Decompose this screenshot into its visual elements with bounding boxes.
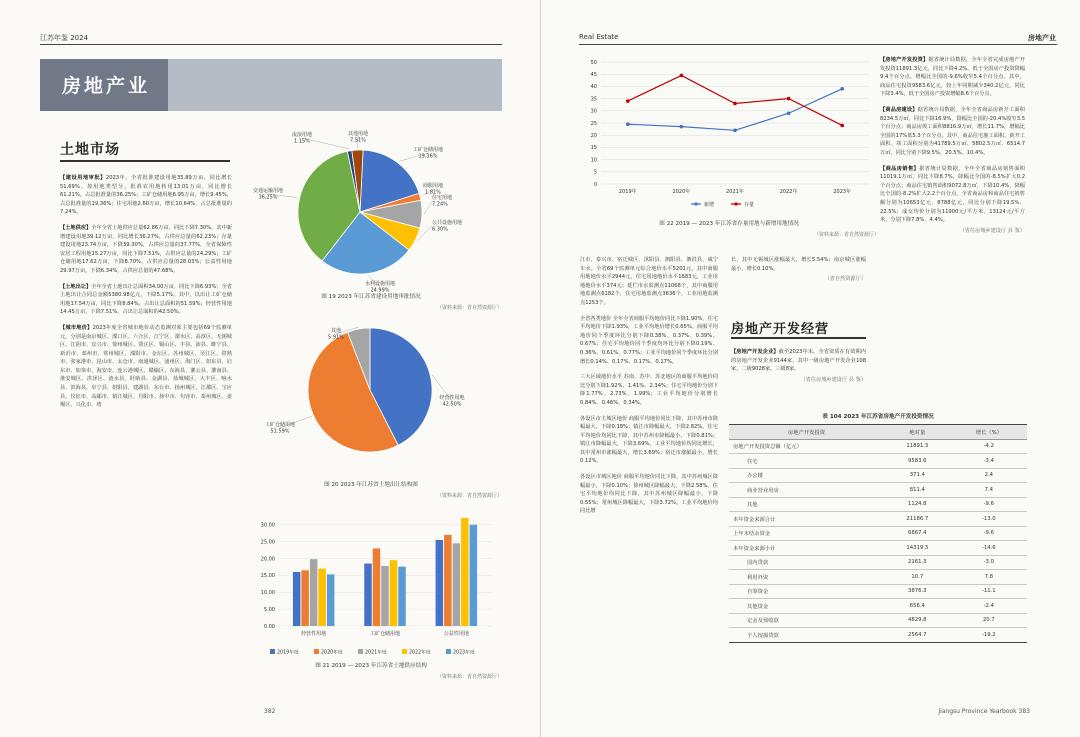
slice-value-label: 6.30%	[432, 226, 448, 233]
slice-label: 公共设施用地	[432, 220, 463, 226]
data-point	[733, 102, 737, 106]
table-row	[729, 497, 1027, 512]
right-mid-text-column	[580, 256, 718, 686]
bar	[373, 548, 381, 626]
slice-label: 交通运输用地	[252, 188, 284, 194]
row-growth: -2.4	[951, 599, 1027, 614]
slice-label: 住宅用地	[432, 195, 453, 201]
header-rule	[579, 44, 1057, 45]
y-tick-label: 10	[590, 157, 597, 164]
paragraph: 各设区市城区地价 商服平均地价同比下降，其中苏州城区降幅最小，下降0.10%；徐州城区降幅最大，下降2.58%。住宅平均地价均同比下降，其中苏州城区降幅最小，下降0.55%；常州城区降幅最大，下降3.72%。工业平均地价均同比增	[580, 474, 718, 515]
y-tick-label: 25	[590, 120, 597, 127]
slice-label: 经营性用地	[439, 395, 465, 401]
table-row	[729, 555, 1027, 570]
legend-swatch	[270, 649, 275, 654]
slice-value-label: 1.81%	[425, 189, 441, 196]
table-row	[729, 439, 1027, 454]
x-tick-label: 2023年	[833, 189, 852, 195]
slice-value-label: 19.36%	[418, 153, 438, 160]
row-value: 14319.3	[884, 541, 951, 556]
data-point	[840, 87, 844, 91]
row-growth: -3.0	[951, 555, 1027, 570]
row-label: 上年末结余资金	[729, 526, 884, 541]
y-tick-label: 45	[590, 72, 597, 78]
page-number-right: Jiangsu Province Yearbook 383	[938, 708, 1030, 715]
paragraph: 【建设用地审批】2023年，全省批准建设用地35.89万亩，同比增长51.69%。按用地类型分，批准农用地转用13.01万亩，同比增长61.21%，占总批准量的36.25%；工矿仓储用地6.95万亩，增长9.45%，占总批准量的19.36%；住宅用地2.60万亩，增长10.64%，占总批准量的7.24%。	[60, 175, 232, 216]
table-title: 表 104 2023 年江苏省房地产开发投资情况	[822, 414, 934, 420]
table-row	[729, 468, 1027, 483]
row-label: 办公楼	[729, 468, 884, 483]
right-source: （省住房城乡建设厅 县 鉴）	[959, 227, 1025, 234]
slice-label: 工矿仓储用地	[412, 147, 444, 153]
row-value: 21186.7	[884, 512, 951, 527]
row-value: 6867.4	[884, 526, 951, 541]
row-growth: -9.6	[951, 497, 1027, 512]
row-label: 房地产开发投资总额（亿元）	[729, 439, 884, 454]
row-value: 1124.8	[884, 497, 951, 512]
fig22-line-chart	[579, 54, 879, 212]
row-label: 本年资金来源小计	[729, 541, 884, 556]
running-head-left: 江苏年鉴 2024	[40, 34, 89, 42]
bar	[398, 567, 406, 626]
right-col2-top	[731, 256, 866, 284]
fig22-caption: 图 22 2019 — 2023 年江苏省存量用地与新增用地情况	[659, 221, 799, 227]
row-label: 国内贷款	[729, 555, 884, 570]
x-tick-label: 2019年	[618, 189, 637, 195]
section-title-dev: 房地产开发经营	[731, 322, 830, 337]
paragraph: 长，其中无锡城区涨幅最大，增长5.54%；南京城区涨幅最小，增长0.10%。	[731, 257, 866, 272]
row-label: 利用外资	[729, 570, 884, 585]
y-tick-label: 15.00	[260, 573, 275, 580]
y-tick-label: 50	[590, 59, 597, 66]
y-tick-label: 20.00	[260, 556, 275, 563]
y-tick-label: 30	[590, 108, 597, 115]
slice-value-label: 1.15%	[294, 138, 310, 145]
running-head-right-cn: 房地产业	[1028, 34, 1056, 42]
row-label: 个人按揭贷款	[729, 628, 884, 643]
bar	[436, 540, 444, 626]
section-underline	[731, 337, 866, 339]
data-point	[787, 111, 791, 115]
paragraph: 【商品房建设】据省统计局数据，全年全省商品房新开工面积8234.5万㎡，同比下降16.9%，降幅比全国的-20.4%收窄3.5个百分点；商品房竣工面积8816.9万㎡，增长11.7%，增幅比全国的17%低5.3个百分点。其中，商品住宅施工面积、新开工面积、竣工面积分别为41789.5万㎡、5802.5万㎡、6514.7万㎡，同比分别下降9.5%、20.5%、10.4%。	[880, 106, 1025, 156]
dev-enterprise-block	[731, 348, 866, 384]
fig21-caption: 图 21 2019 — 2023 年江苏省土地供应结构	[315, 663, 427, 669]
series-line	[628, 75, 842, 125]
header-rule	[40, 44, 502, 45]
legend-swatch	[446, 649, 451, 654]
section-underline	[60, 160, 230, 162]
section-title-land-market: 土地市场	[60, 142, 120, 158]
slice-value-label: 7.51%	[350, 137, 366, 144]
y-tick-label: 20	[590, 133, 597, 139]
chapter-banner	[40, 59, 502, 111]
dev-enterprise-source: （省住房城乡建设厅 县 鉴）	[800, 376, 866, 383]
bar	[444, 535, 452, 626]
slice-label: 其他	[330, 328, 342, 334]
x-tick-label: 2021年	[726, 189, 744, 195]
data-point	[840, 124, 844, 128]
legend-swatch	[314, 649, 319, 654]
bar	[461, 518, 469, 626]
row-label: 其他	[729, 497, 884, 512]
paragraph: 【土地出让】全年全省土地出让总面积34.00万亩，同比下降6.93%；全省土地出让合同总金额5380.98亿元，下降5.17%。其中，以出让工矿仓储用地17.54万亩，同比下降8.84%，占出让总面积的51.59%；经营性用地14.45万亩，下降7.51%，占出让总面积的42.50%。	[60, 283, 232, 316]
slice-value-label: 5.91%	[328, 334, 344, 341]
slice-label: 其他用地	[347, 131, 369, 137]
x-tick-label: 2022年	[779, 189, 798, 195]
fig19-source: （资料来源：省自然资源厅）	[436, 305, 502, 311]
y-tick-label: 40	[590, 84, 597, 91]
leader-line	[424, 201, 432, 214]
row-label: 商业营业用房	[729, 483, 884, 498]
table-row	[729, 613, 1027, 628]
row-growth: -9.6	[951, 526, 1027, 541]
row-growth: 7.4	[951, 483, 1027, 498]
table-row	[729, 454, 1027, 469]
slice-label: 工矿仓储用地	[264, 422, 296, 428]
data-point	[787, 97, 791, 101]
slice-value-label: 24.99%	[370, 287, 390, 292]
bar	[364, 564, 372, 626]
fig19-caption: 图 19 2023 年江苏省建设用地审批情况	[321, 294, 421, 300]
mid-source: （省自然资源厅）	[824, 276, 866, 283]
y-tick-label: 35	[590, 96, 597, 103]
paragraph: 全省各类地价 全年全省商服平均地价同比下降1.90%，住宅平均地价下降1.93%，工业平均地价增长0.65%。商服平均地价同个季度环比分别下降0.38%、0.37%、0.39%、0.67%；住宅平均地价同个季度均环比分别下降0.19%、0.36%、0.61%、0.77%；工业平均地价同个季度环比分别增长0.14%、0.17%、0.17%、0.17%。	[580, 315, 718, 365]
slice-value-label: 42.50%	[442, 401, 462, 408]
bar	[318, 569, 326, 626]
y-tick-label: 15	[590, 145, 597, 152]
fig20-pie-chart	[240, 318, 502, 468]
slice-label: 水利设施用地	[364, 281, 396, 287]
fig21-bar-chart	[240, 510, 502, 660]
data-point	[733, 129, 737, 133]
running-head-right-en: Real Estate	[579, 33, 619, 41]
row-growth: -14.6	[951, 541, 1027, 556]
table-row	[729, 599, 1027, 614]
row-label: 住宅	[729, 454, 884, 469]
bar	[453, 543, 461, 626]
row-value: 656.4	[884, 599, 951, 614]
row-label: 其他资金	[729, 599, 884, 614]
col-header: 房地产开发投资	[729, 425, 884, 440]
row-label: 定金及预收款	[729, 613, 884, 628]
row-value: 2161.3	[884, 555, 951, 570]
table-row	[729, 541, 1027, 556]
row-label: 本年资金来源合计	[729, 512, 884, 527]
row-value: 371.4	[884, 468, 951, 483]
slice-value-label: 7.24%	[432, 201, 448, 208]
row-growth: -19.2	[951, 628, 1027, 643]
bar	[310, 559, 318, 626]
row-value: 4829.8	[884, 613, 951, 628]
row-growth: -13.0	[951, 512, 1027, 527]
row-growth: 2.4	[951, 468, 1027, 483]
bar	[301, 570, 309, 626]
table-row	[729, 512, 1027, 527]
legend-marker	[734, 202, 737, 205]
paragraph: 江市、泰兴市、宿迁城区、沭阳县、泗阳县、泗洪县、威宁车水。全省69个监测单元综合地价水平5201元，其中商服用地地价水平2944元，住宅用地地价水平1683元，工业用地地价水平374元；延伫市水监测点11068个，其中商服用地监测点6182个，住宅用地监测点3636个，工业用地监测点1253个。	[580, 257, 718, 306]
table-row	[729, 570, 1027, 585]
y-tick-label: 25.00	[260, 539, 275, 546]
slice-label: 商服用地	[422, 183, 444, 189]
legend-swatch	[402, 649, 407, 654]
fig19-pie-chart	[240, 128, 502, 292]
bar	[390, 560, 398, 626]
legend-label: 2023年度	[453, 650, 475, 656]
data-point	[680, 74, 684, 78]
table-header-row	[729, 425, 1027, 440]
legend-label: 2019年度	[277, 650, 299, 656]
paragraph: 【房地产开发企业】截至2023年末，全省资质在有效期内的房地产开发企业9144家，其中一级房地产开发企业108家，二级9028家，三级8家。	[731, 349, 866, 373]
row-value: 10.7	[884, 570, 951, 585]
table-row	[729, 628, 1027, 643]
bar	[327, 574, 335, 626]
legend-label: 存量	[744, 202, 755, 208]
y-tick-label: 5.00	[263, 606, 275, 613]
row-growth: 7.8	[951, 570, 1027, 585]
data-point	[626, 99, 630, 103]
x-category-label: 公益性用地	[443, 631, 469, 637]
left-text-column	[60, 174, 232, 684]
bar	[470, 525, 478, 626]
table-row	[729, 584, 1027, 599]
fig20-caption: 图 20 2023 年江苏省土地出让结构图	[324, 482, 418, 488]
investment-table	[729, 424, 1027, 643]
legend-label: 2020年度	[321, 650, 343, 656]
fig20-source: （资料来源：省自然资源厅）	[436, 493, 502, 499]
x-category-label: 工矿仓储用地	[369, 631, 401, 637]
legend-swatch	[358, 649, 363, 654]
paragraph: 三大区域地价水平 苏南、苏中、苏北地区的商服平均地价同比分别下降1.92%、1.41%、2.34%；住宅平均地价分别下降1.77%、2.73%、1.99%；工业平均地价分别增长0.84%、0.46%、0.34%。	[580, 374, 718, 406]
y-tick-label: 0.00	[263, 623, 275, 630]
row-growth: -4.2	[951, 439, 1027, 454]
col-header: 绝对量	[884, 425, 951, 440]
col-header: 增长（%）	[951, 425, 1027, 440]
paragraph: 各设区市主城区地价 商服平均地价同比下降，其中苏州市降幅最大，下降0.18%；镇江市降幅最大，下降2.82%。住宅平均地价均同比下降，其中苏州市降幅最小，下降0.81%；镇江市降幅最大，下降3.69%。工业平均地价均同比增长，其中常州市涨幅最大，增长3.69%；宿迁市涨幅最小，增长0.12%。	[580, 415, 718, 465]
paragraph: 【商品房销售】据省统计局数据，全年全省商品房销售面积11019.1万㎡，同比下降8.7%，降幅比全国的-8.5%扩大0.2个百分点；商品住宅销售面积9072.8万㎡，下降10.4%，降幅比全国的-8.2%扩大2.2个百分点。全省商品房和商品住宅销售额分别为10653亿元、8788亿元，同比分别下降19.5%、22.5%；成交均价分别为11900元/平方米、13124元/平方米，分别下降7.8%、4.4%。	[880, 165, 1025, 224]
paragraph: 【城市地价】2023年度全省城市地价动态监测对象主要包括69个监测单元，分别是南京城区、溧口区、六合区、江宁区、溧水区、高淳区、无锡城区、江阴市、宜兴市、徐州城区、贾汪区、铜山区、丰县、沛县、睢宁县、新沂市、邳州市、常州城区、溧阳市、金坛区、苏州城区、吴江区、常熟市、张家港市、昆山市、太仓市、南通城区、通州区、海门区、如东县、启东市、如皋市、海安市、连云港城区、赣榆区、东海县、灌云县、灌南县、淮安城区、洪泽区、涟水县、盱眙县、金湖县、盐城城区、大丰区、响水县、滨海县、阜宁县、射阳县、建湖县、东台市、扬州城区、江都区、宝应县、仪征市、高邮市、镇江城区、丹阳市、扬中市、句容市、泰州城区、姜堰区、兴化市、靖	[60, 324, 232, 409]
data-point	[680, 125, 684, 129]
row-value: 9583.6	[884, 454, 951, 469]
row-value: 3876.3	[884, 584, 951, 599]
y-tick-label: 10.00	[260, 590, 275, 597]
row-growth: -11.1	[951, 584, 1027, 599]
right-col3-text	[880, 56, 1025, 396]
legend-marker	[694, 202, 697, 205]
row-label: 自筹资金	[729, 584, 884, 599]
row-growth: -3.4	[951, 454, 1027, 469]
slice-label: 流浪用地	[291, 132, 313, 138]
paragraph: 【土地供应】全年全省土地供应总量62.86万亩，同比下降7.30%。其中新增建设用地39.12万亩，同比增长36.27%，占供应总量的62.23%；存量建设用地23.74万亩，下降39.30%，占供应总量的37.77%。全省保障性安居工程用地15.27万亩，同比下降7.51%，占供应总量的24.29%；工矿仓储用地17.62万亩，下降8.70%，占供应总量的28.03%；公益性用地29.97万亩，下降6.34%，占供应总量的47.68%。	[60, 224, 232, 274]
chapter-title: 房地产业	[62, 75, 151, 97]
y-tick-label: 0	[593, 181, 597, 188]
bar	[293, 572, 301, 626]
paragraph: 【房地产开发投资】据省统计局数据，全年全省完成房地产开发投资11891.3亿元，同比下降4.2%。低于全国房产投资降幅9.4个百分点。增幅比全国的-9.6%收窄5.4个百分点。其中，商品住宅投资9583.6亿元，较上年同期减少340.2亿元，同比下降3.4%，低于全国房产投资增幅8.6个百分点。	[880, 57, 1025, 98]
row-value: 2564.7	[884, 628, 951, 643]
legend-label: 2021年度	[365, 650, 387, 656]
legend-label: 2022年度	[409, 650, 431, 656]
data-point	[626, 122, 630, 126]
x-tick-label: 2020年	[672, 189, 691, 195]
slice-value-label: 51.59%	[270, 428, 290, 435]
row-value: 11891.3	[884, 439, 951, 454]
legend-label: 新增	[704, 202, 715, 208]
table-row	[729, 526, 1027, 541]
y-tick-label: 5	[593, 169, 597, 176]
page-number-left: 382	[264, 708, 276, 715]
y-tick-label: 30.00	[260, 522, 275, 529]
slice-value-label: 36.25%	[258, 194, 278, 201]
bar	[381, 566, 389, 626]
row-growth: 20.7	[951, 613, 1027, 628]
table-row	[729, 483, 1027, 498]
x-category-label: 经营性用地	[301, 631, 327, 637]
row-value: 811.4	[884, 483, 951, 498]
fig21-source: （资料来源：省自然资源厅）	[436, 674, 502, 680]
fig22-source: （资料来源：省自然资源厅）	[813, 232, 879, 238]
